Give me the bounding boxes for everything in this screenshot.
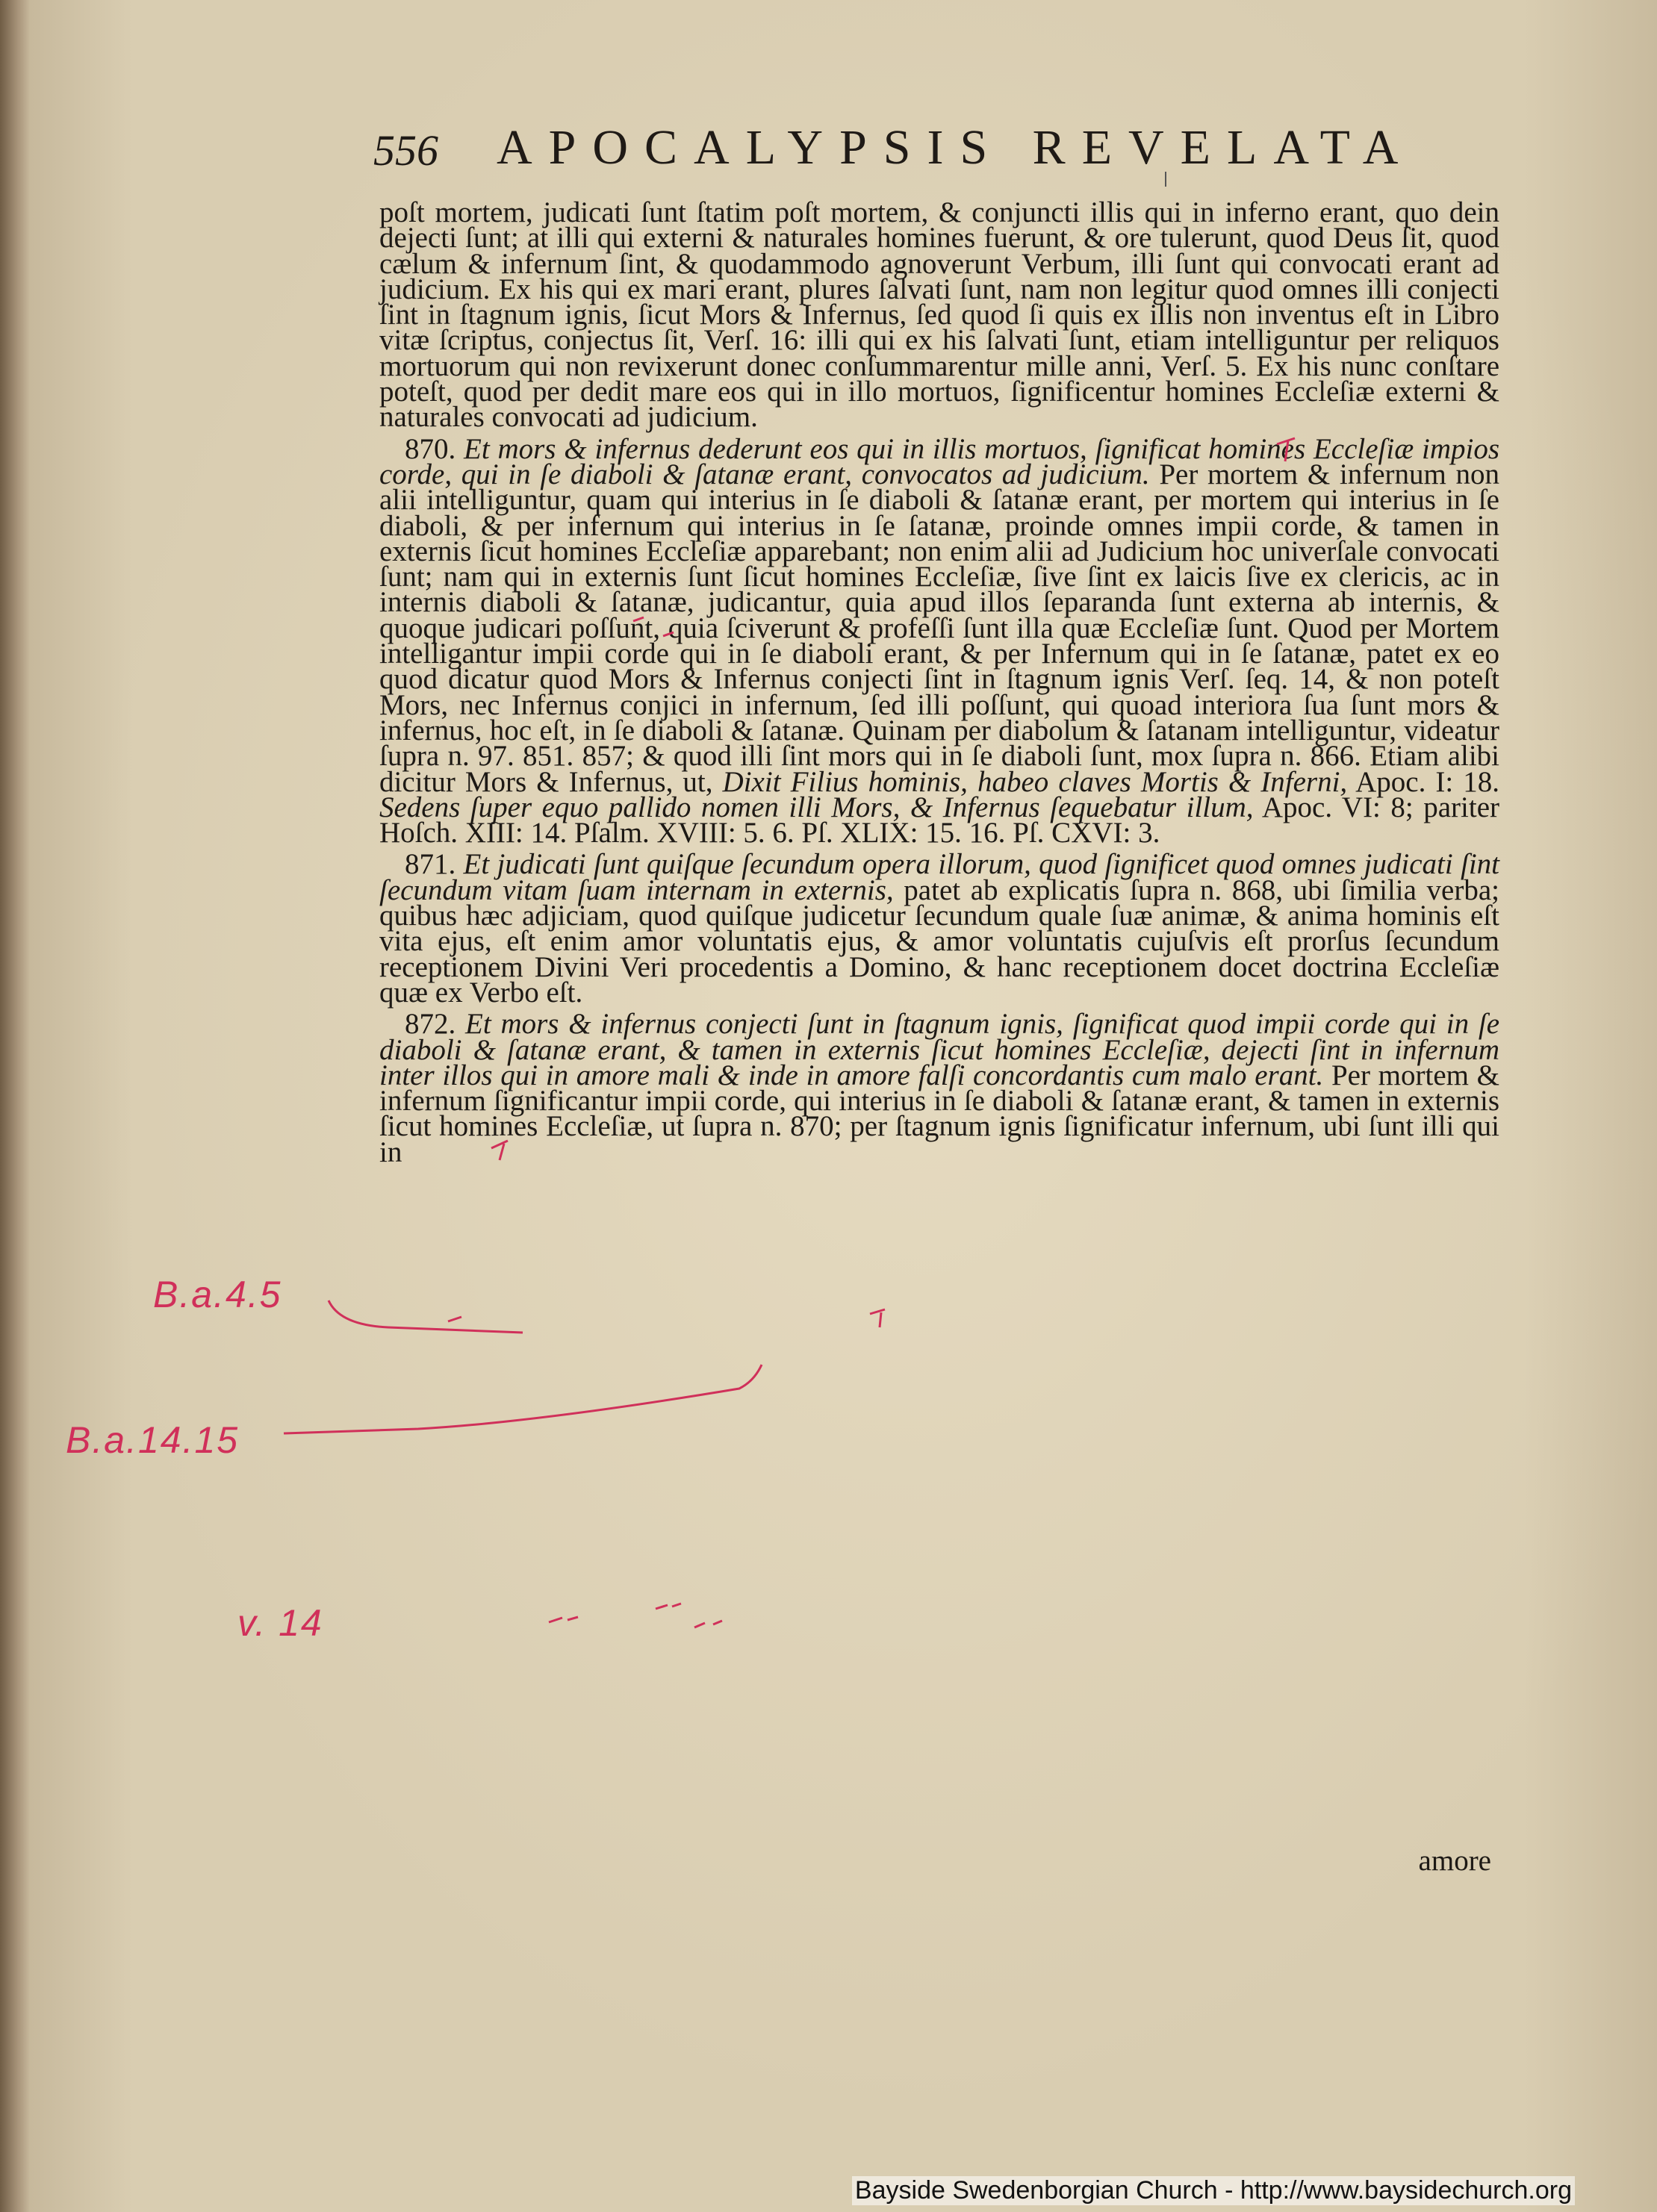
margin-annotation: B.a.14.15 [66,1419,240,1461]
italic-text-run: Et mors & infernus conjecti ſunt in ſtagnum ignis, ſignificat quod impii corde qui in ſe diaboli & ſatanæ erant, & tamen in externis ſicut homines Eccleſiæ, dejecti ſint in infernum inter illos qui in amore mali & inde in amore falſi concordantis cum malo erant. [379,1008,1500,1091]
running-title: APOCALYPSIS REVELATA [497,120,1415,175]
italic-text-run: Dixit Filius hominis, habeo claves Mortis & Inferni, [722,765,1348,798]
margin-annotation: v. 14 [237,1602,323,1644]
text-run: Apoc. I: 18. [1347,765,1499,798]
paragraph-871 [379,848,1499,1009]
italic-text-run: Sedens ſuper equo pallido nomen illi Mors, & Infernus ſequebatur illum, [379,791,1254,823]
page-number: 556 [373,126,438,175]
text-run: patet ab explicatis ſupra n. 868, ubi ſimilia verba; quibus hæc adjiciam, quod quiſque judicetur ſecundum quale ſuæ animæ, & anima hominis eſt vita ejus, eſt enim amor voluntatis ejus, & amor voluntatis cujuſvis eſt prorſus ſecundum receptionem Divini Veri procedentis a Domino, & hanc receptionem docet doctrina Eccleſiæ quæ ex Verbo eſt. [379,873,1499,1009]
text-run: 871. [405,848,464,881]
paragraph-870 [379,432,1500,850]
margin-annotation: B.a.4.5 [153,1274,282,1315]
text-run: Per mortem & infernum ſignificantur impii corde, qui interius in ſe diaboli & ſatanæ erant, & tamen in externis ſicut homines Eccleſiæ, ut ſupra n. 870; per ſtagnum ignis ſignificatur infernum, ubi ſunt illi qui in [379,1059,1499,1168]
text-run: poſt mortem, judicati ſunt ſtatim poſt mortem, & conjuncti illis qui in inferno erant, quo dein dejecti ſunt; at illi qui externi & naturales homines fuerunt, & ore tulerunt, quod Deus ſit, quod cælum & infernum ſint, & quodammodo agnoverunt Verbum, illi ſunt qui convocati erant ad judicium. Ex his qui ex mari erant, plures ſalvati ſunt, nam non legitur quod omnes illi conjecti ſint in ſtagnum ignis, ſicut Mors & Infernus, ſed quod ſi quis ex illis non inventus eſt in Libro vitæ ſcriptus, conjectus ſit, Verſ. 16: illi qui ex his ſalvati ſunt, etiam intelliguntur per reliquos mortuorum qui non revixerunt donec conſummarentur mille anni, Verſ. 5. Ex his nunc conſtare poteſt, quod per dedit mare eos qui in illo mortuos, ſignificentur homines Eccleſiæ externi & naturales convocati ad judicium. [379,196,1499,434]
text-run: Per mortem & infernum non alii intelliguntur, quam qui interius in ſe diaboli & ſatanæ erant, per mortem qui interius in ſe diaboli, & per infernum qui interius in ſe ſatanæ, proinde omnes impii corde, & tamen in externis ſicut homines Eccleſiæ apparebant; non enim alii ad Judicium hoc univerſale convocati ſunt; nam qui in externis ſunt ſicut homines Eccleſiæ, ſive ſint ex laicis ſive ex clericis, ac in internis diaboli & ſatanæ, judicantur, quia apud illos ſeparanda ſunt externa ab internis, & quoque judicari poſſunt, quia ſciverunt & profeſſi ſunt illa quæ Eccleſiæ ſunt. Quod per Mortem intelligantur impii corde qui in ſe diaboli erant, & per Infernum qui in ſe ſatanæ, patet ex eo quod dicatur quod Mors & Infernus conjecti ſint in ſtagnum ignis Verſ. ſeq. 14, & non poteſt Mors, nec Infernus conjici in infernum, ſed illi poſſunt, qui quoad interiora ſua ſunt mors & infernus, hoc eſt, in ſe diaboli & ſatanæ. Quinam per diabolum & ſatanam intelliguntur, videatur ſupra n. 97. 851. 857; & quod illi ſint mors qui in ſe diaboli ſunt, mox ſupra n. 866. Etiam alibi dicitur Mors & Infernus, ut, [379,458,1499,798]
paragraph-872 [379,1008,1500,1168]
italic-text-run: Et mors & infernus dederunt eos qui in illis mortuos, ſignificat homines Eccleſiæ impios corde, qui in ſe diaboli & ſatanæ erant, convocatos ad judicium. [379,432,1500,490]
running-head [373,112,1449,194]
catch-word: amore [1418,1845,1491,1877]
italic-text-run: Et judicati ſunt quiſque ſecundum opera illorum, quod ſignificet quod omnes judicati ſint ſecundum vitam ſuam internam in externis, [379,848,1499,906]
book-spine-shadow [0,0,30,2212]
text-run: Apoc. VI: 8; pariter Hoſch. XIII: 14. Pſalm. XVIII: 5. 6. Pſ. XLIX: 15. 16. Pſ. CXVI: 3. [379,791,1499,850]
watermark: Bayside Swedenborgian Church - http://www.baysidechurch.org [852,2176,1575,2205]
text-run: 872. [405,1008,466,1041]
text-run: 870. [405,432,464,465]
paragraph-cont [379,196,1499,434]
body-text [379,196,1500,1171]
